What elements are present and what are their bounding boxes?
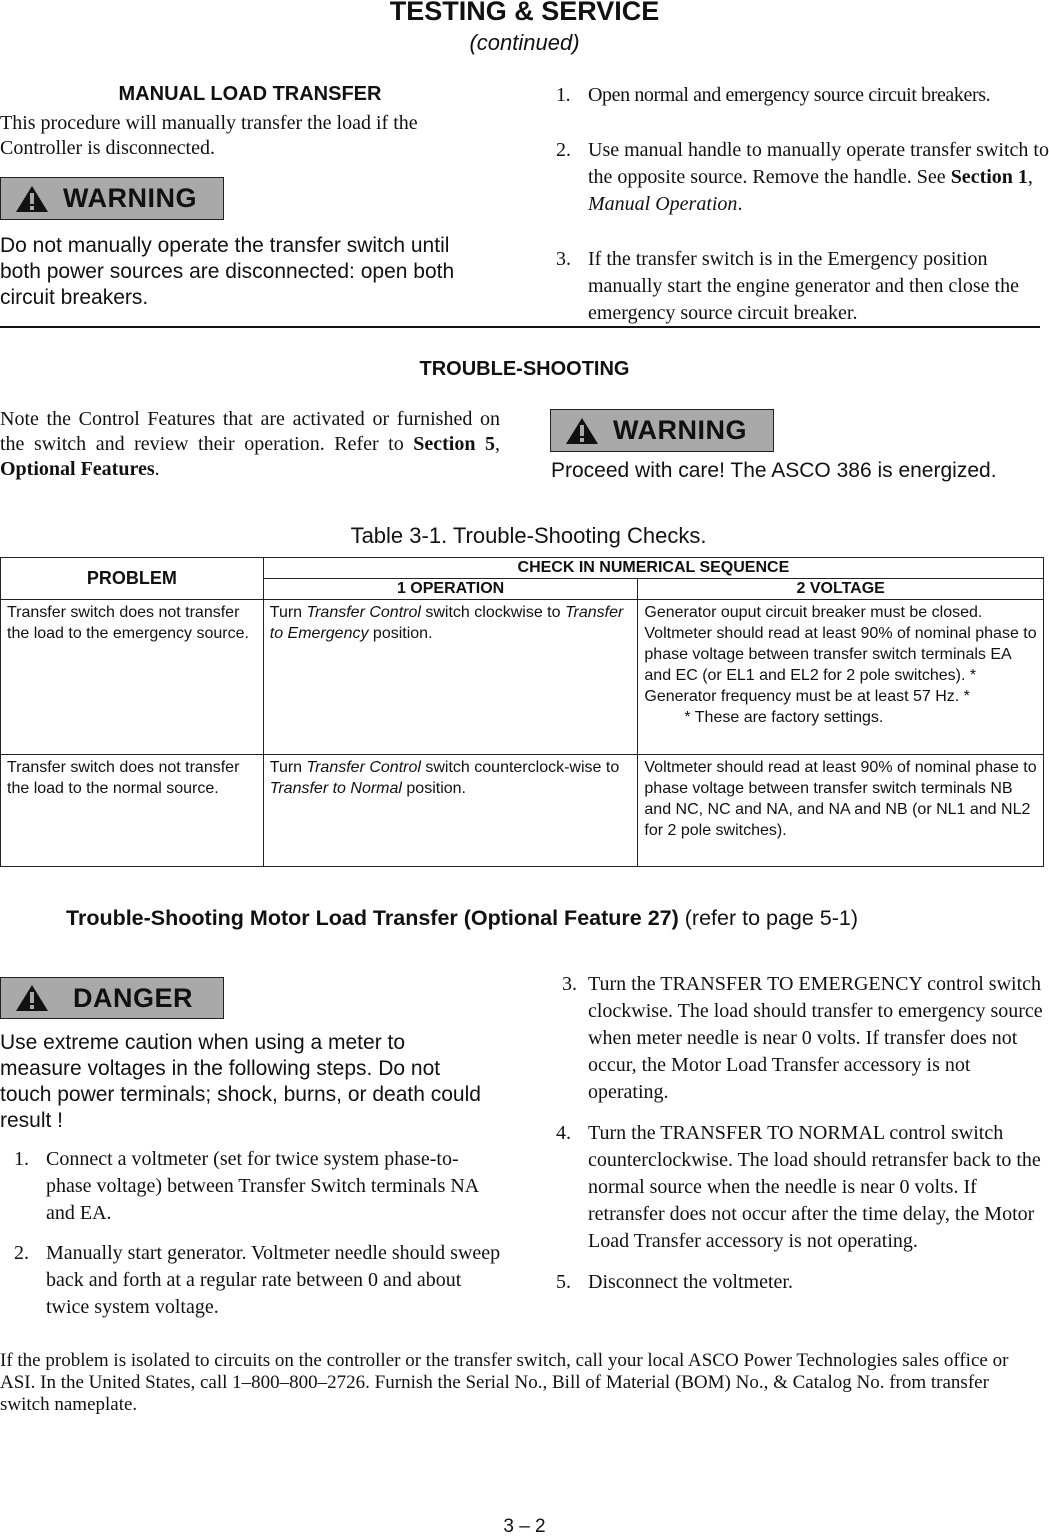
table-row xyxy=(1,600,1044,755)
page-number: 3 – 2 xyxy=(503,1516,546,1537)
danger-label: DANGER xyxy=(73,982,194,1013)
cell-problem: Transfer switch does not transfer the load to the normal source. xyxy=(1,755,264,867)
trouble-shooting-note: Note the Control Features that are activated or furnished on the switch and review their operation. Refer to Section 5, Optional Features. xyxy=(0,408,501,480)
manual-step-1: 1. Open normal and emergency source circuit breakers. xyxy=(556,84,991,106)
motor-step-4: 4. Turn the TRANSFER TO NORMAL control switch counterclockwise. The load should retransfer back to the normal source when the needle is near 0 volts. If retransfer does not occur after the time delay, the Motor Load Transfer accessory is not operating. xyxy=(556,1122,1041,1252)
manual-transfer-steps xyxy=(556,82,1049,327)
page-title: TESTING & SERVICE xyxy=(389,0,660,26)
factory-settings-footnote: * These are factory settings. xyxy=(684,709,884,726)
cell-operation: Turn Transfer Control switch counterclock-wise to Transfer to Normal position. xyxy=(263,755,638,867)
cell-voltage: Voltmeter should read at least 90% of nominal phase to phase voltage between transfer switch terminals NB and NC, NC and NA, and NA and NB (or NL1 and NL2 for 2 pole switches). xyxy=(638,755,1044,867)
col-operation: 1 OPERATION xyxy=(263,579,638,600)
manual-step-3: 3. If the transfer switch is in the Emergency position manually start the engine generator and then close the emergency source circuit breaker. xyxy=(556,248,1019,324)
manual-warning-text: Do not manually operate the transfer switch until both power sources are disconnected: open both circuit breakers. xyxy=(0,234,455,309)
motor-steps-left xyxy=(14,1146,504,1321)
warning-triangle-icon xyxy=(565,417,599,445)
danger-sign xyxy=(0,977,224,1019)
trouble-shooting-heading: TROUBLE-SHOOTING xyxy=(419,358,630,380)
motor-step-5: 5. Disconnect the voltmeter. xyxy=(556,1271,793,1293)
motor-step-2: 2. Manually start generator. Voltmeter needle should sweep back and forth at a regular rate between 0 and about twice system voltage. xyxy=(14,1242,501,1318)
table-row xyxy=(1,755,1044,867)
cell-problem: Transfer switch does not transfer the load to the emergency source. xyxy=(1,600,264,755)
energized-warning-text: Proceed with care! The ASCO 386 is energized. xyxy=(551,459,997,482)
manual-load-transfer-intro: This procedure will manually transfer the load if the Controller is disconnected. xyxy=(0,112,418,159)
warning-sign-manual xyxy=(0,177,224,220)
motor-step-1: 1. Connect a voltmeter (set for twice system phase-to-phase voltage) between Transfer Switch terminals NA and EA. xyxy=(14,1148,479,1224)
col-problem: PROBLEM xyxy=(1,558,264,600)
warning-sign-energized xyxy=(550,409,774,452)
closing-text: If the problem is isolated to circuits on the controller or the transfer switch, call your local ASCO Power Technologies sales office or ASI. In the United States, call 1–800–800–2726. Furnish the Serial No., Bill of Material (BOM) No., & Catalog No. from transfer switch nameplate. xyxy=(0,1350,1009,1415)
motor-load-heading: Trouble-Shooting Motor Load Transfer (Optional Feature 27) (refer to page 5-1) xyxy=(66,906,859,930)
warning-label: WARNING xyxy=(613,415,747,445)
section-divider xyxy=(0,326,1040,328)
warning-label: WARNING xyxy=(63,183,197,213)
cell-operation: Turn Transfer Control switch clockwise to Transfer to Emergency position. xyxy=(263,600,638,755)
trouble-shooting-table xyxy=(0,557,1044,867)
manual-step-2: 2. Use manual handle to manually operate transfer switch to the opposite source. Remove the handle. See Section 1, Manual Operation. xyxy=(556,139,1049,215)
motor-steps-right xyxy=(556,971,1046,1296)
page-subtitle: (continued) xyxy=(469,30,580,55)
warning-triangle-icon xyxy=(15,984,49,1012)
manual-load-transfer-heading: MANUAL LOAD TRANSFER xyxy=(118,83,382,105)
motor-step-3: 3. Turn the TRANSFER TO EMERGENCY control switch clockwise. The load should transfer to emergency source when meter needle is near 0 volts. If transfer does not occur, the Motor Load Transfer accessory is not operating. xyxy=(562,973,1043,1103)
danger-text: Use extreme caution when using a meter to measure voltages in the following steps. Do not touch power terminals; shock, burns, or death could result ! xyxy=(0,1031,481,1132)
col-check-sequence: CHECK IN NUMERICAL SEQUENCE xyxy=(263,558,1043,579)
warning-triangle-icon xyxy=(15,185,49,213)
col-voltage: 2 VOLTAGE xyxy=(638,579,1044,600)
table-caption: Table 3-1. Trouble-Shooting Checks. xyxy=(350,523,707,548)
cell-voltage: Generator ouput circuit breaker must be closed. Voltmeter should read at least 90% of nominal phase to phase voltage between transfer switch terminals EA and EC (or EL1 and EL2 for 2 pole switches). * Generator frequency must be at least 57 Hz. * * These are factory settings. xyxy=(638,600,1044,755)
